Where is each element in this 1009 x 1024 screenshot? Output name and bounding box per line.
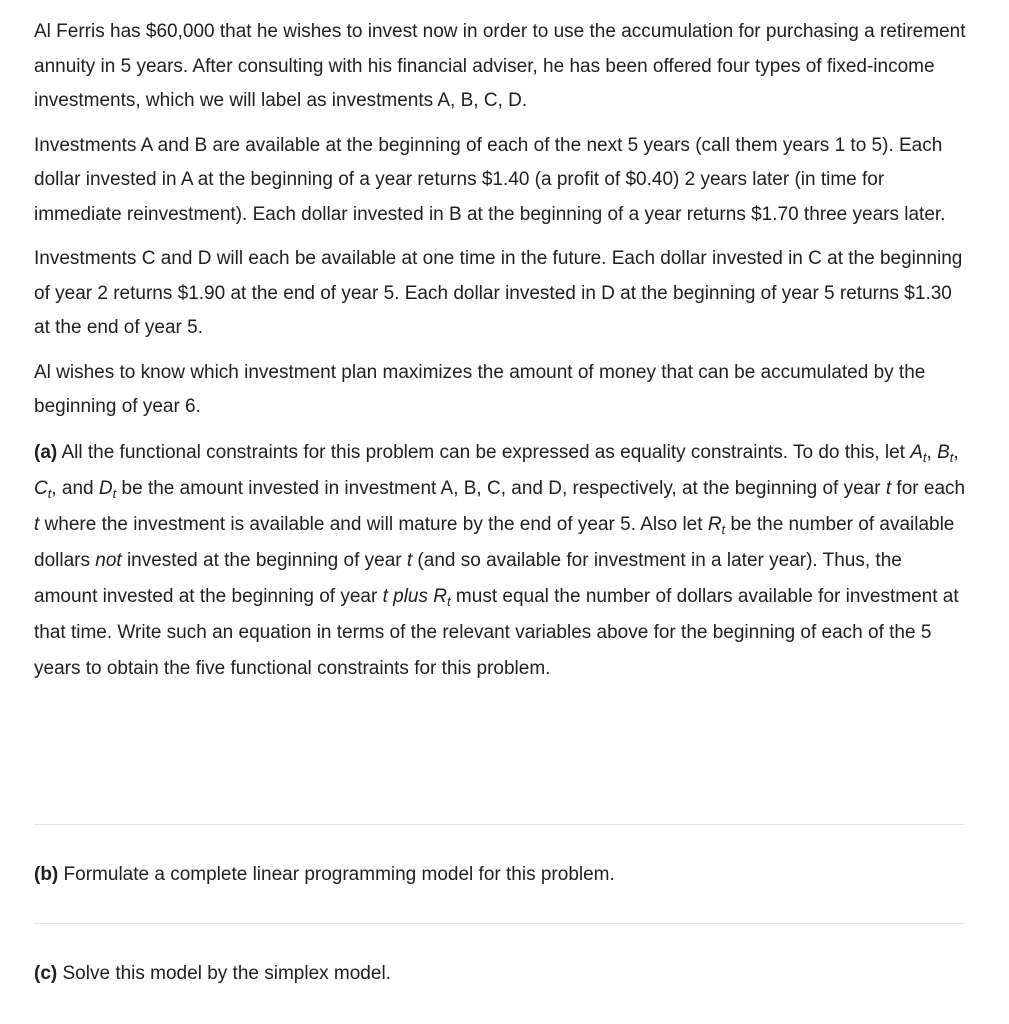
part-a-text-6: invested at the beginning of year xyxy=(121,549,407,571)
investments-ab-paragraph: Investments A and B are available at the beginning of each of the next 5 years (call them years 1 to 5). Each dollar invested in A at the beginning of a year returns $1.40 (a profit of $0.40) 2 years later (in time for immediate reinvestment). Each dollar invested in B at the beginning of a year returns $1.70 three years later. xyxy=(34,134,946,225)
var-a: A xyxy=(910,441,923,463)
part-c-label: (c) xyxy=(34,963,58,984)
var-b-subscript: t xyxy=(949,449,954,465)
part-c-text: Solve this model by the simplex model. xyxy=(57,963,391,984)
separator-1: , xyxy=(926,441,938,463)
separator-2: , xyxy=(953,441,959,463)
objective-paragraph: Al wishes to know which investment plan maximizes the amount of money that can be accumulated by the beginning of year 6. xyxy=(34,361,926,417)
part-a-text-9: must equal the number of dollars available for investment at that time. Write such an equation in terms of the relevant variables above for the beginning of each of the 5 years to obtain the five functional constraints for this problem. xyxy=(34,585,959,679)
part-a-text-2: be the amount invested in investment A, B, C, and D, respectively, at the beginning of year xyxy=(116,477,886,499)
var-d: D xyxy=(98,477,113,499)
var-t-2: t xyxy=(34,513,40,535)
not-emphasis: not xyxy=(95,549,122,571)
var-t-1: t xyxy=(885,477,892,499)
part-b-section xyxy=(34,858,969,903)
var-c: C xyxy=(34,477,48,499)
var-r-2: R xyxy=(433,585,448,607)
problem-statement xyxy=(34,15,969,697)
var-r-2-subscript: t xyxy=(447,593,451,609)
part-a-text-1: All the functional constraints for this problem can be expressed as equality constraints. To do this, let xyxy=(57,441,911,463)
part-b-text: Formulate a complete linear programming model for this problem. xyxy=(58,864,615,885)
part-a-paragraph xyxy=(34,435,969,687)
section-divider-2 xyxy=(34,923,964,924)
var-r-subscript: t xyxy=(721,521,726,537)
var-t-4: t xyxy=(382,585,388,607)
part-a-text-4: where the investment is available and will mature by the end of year 5. Also let xyxy=(39,513,708,535)
part-b-paragraph xyxy=(34,858,969,893)
part-c-section xyxy=(34,957,969,1002)
part-a-text-7: (and so available for investment in a later year). Thus, the amount invested at the beginning of year xyxy=(34,549,902,607)
part-a-text-5: be the number of available dollars xyxy=(34,513,955,571)
var-c-subscript: t xyxy=(47,485,52,501)
var-a-subscript: t xyxy=(922,449,927,465)
part-a-label: (a) xyxy=(34,441,58,463)
part-c-paragraph xyxy=(34,957,969,992)
part-a-text-3: for each xyxy=(891,477,966,499)
var-d-subscript: t xyxy=(112,485,117,501)
section-divider-1 xyxy=(34,824,964,825)
part-b-label: (b) xyxy=(34,864,59,885)
intro-paragraph: Al Ferris has $60,000 that he wishes to invest now in order to use the accumulation for purchasing a retirement annuity in 5 years. After consulting with his financial adviser, he has been offered four types of fixed-income investments, which we will label as investments A, B, C, D. xyxy=(34,21,966,111)
and-text: , and xyxy=(51,477,99,499)
plus-emphasis: plus xyxy=(393,585,428,607)
var-b: B xyxy=(937,441,950,463)
investments-cd-paragraph: Investments C and D will each be available at one time in the future. Each dollar invested in C at the beginning of year 2 returns $1.90 at the end of year 5. Each dollar invested in D at the beginning of year 5 returns $1.30 at the end of year 5. xyxy=(34,248,963,338)
var-r: R xyxy=(707,513,722,535)
var-t-3: t xyxy=(406,549,413,571)
